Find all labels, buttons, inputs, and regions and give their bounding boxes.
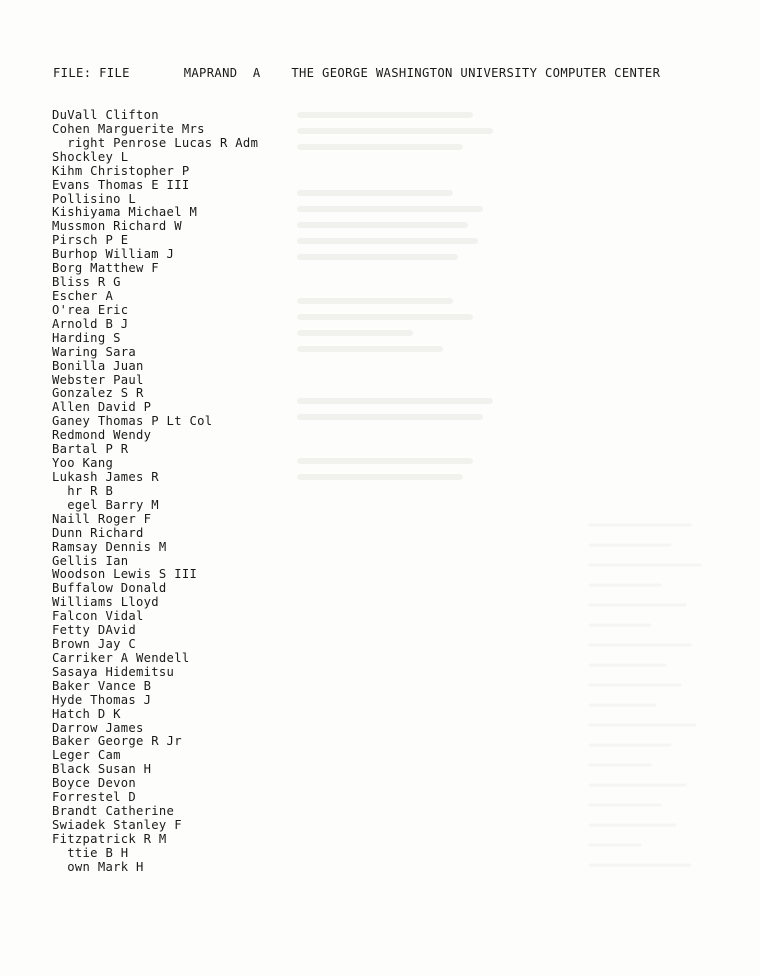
list-item: Baker George R Jr <box>52 734 182 749</box>
list-item: Pollisino L <box>52 191 137 206</box>
list-item: Leger Cam <box>52 748 121 763</box>
organization-name: THE GEORGE WASHINGTON UNIVERSITY COMPUTER CENTER <box>291 66 661 80</box>
list-item: Borg Matthew F <box>52 261 159 276</box>
list-item: Mussmon Richard W <box>52 219 182 234</box>
list-item: Baker Vance B <box>52 678 152 693</box>
list-item: egel Barry M <box>52 497 159 512</box>
list-item: Black Susan H <box>52 762 152 777</box>
list-item: Arnold B J <box>52 316 129 331</box>
list-item: Hyde Thomas J <box>52 692 152 707</box>
file-mode: A <box>252 66 261 80</box>
list-item: Webster Paul <box>52 372 144 387</box>
list-item: Escher A <box>52 288 114 303</box>
list-item: Burhop William J <box>52 247 175 262</box>
list-item: Kishiyama Michael M <box>52 205 198 220</box>
list-item: Dunn Richard <box>52 525 144 540</box>
list-item: Carriker A Wendell <box>52 650 190 665</box>
list-item: Williams Lloyd <box>52 595 159 610</box>
list-item: Bliss R G <box>52 275 121 290</box>
page-header <box>53 66 660 80</box>
list-item: Brown Jay C <box>52 637 137 652</box>
file-id: MAPRAND <box>183 66 238 80</box>
show-through-texture <box>290 105 730 905</box>
list-item: Falcon Vidal <box>52 609 144 624</box>
file-label: FILE: FILE <box>53 66 130 80</box>
list-item: Ganey Thomas P Lt Col <box>52 414 213 429</box>
list-item: own Mark H <box>52 859 144 874</box>
list-item: Sasaya Hidemitsu <box>52 664 175 679</box>
list-item: Gonzalez S R <box>52 386 144 401</box>
list-item: Swiadek Stanley F <box>52 818 182 833</box>
list-item: Ramsay Dennis M <box>52 539 167 554</box>
list-item: Shockley L <box>52 149 129 164</box>
list-item: Fitzpatrick R M <box>52 831 167 846</box>
list-item: Bartal P R <box>52 442 129 457</box>
list-item: Bonilla Juan <box>52 358 144 373</box>
list-item: Hatch D K <box>52 706 121 721</box>
list-item: right Penrose Lucas R Adm <box>52 135 259 150</box>
list-item: Evans Thomas E III <box>52 177 190 192</box>
list-item: Forrestel D <box>52 790 137 805</box>
list-item: Redmond Wendy <box>52 428 152 443</box>
list-item: Woodson Lewis S III <box>52 567 198 582</box>
list-item: Kihm Christopher P <box>52 163 190 178</box>
list-item: Gellis Ian <box>52 553 129 568</box>
list-item: Boyce Devon <box>52 776 137 791</box>
list-item: Lukash James R <box>52 469 159 484</box>
list-item: Buffalow Donald <box>52 581 167 596</box>
list-item: Pirsch P E <box>52 233 129 248</box>
name-list <box>52 109 258 875</box>
list-item: Brandt Catherine <box>52 804 175 819</box>
list-item: DuVall Clifton <box>52 108 159 122</box>
list-item: Waring Sara <box>52 344 137 359</box>
list-item: hr R B <box>52 483 114 498</box>
list-item: O'rea Eric <box>52 302 129 317</box>
list-item: Yoo Kang <box>52 456 114 471</box>
list-item: Fetty DAvid <box>52 623 137 638</box>
list-item: Allen David P <box>52 400 152 415</box>
list-item: Harding S <box>52 330 121 345</box>
list-item: Cohen Marguerite Mrs <box>52 121 205 136</box>
list-item: Naill Roger F <box>52 511 152 526</box>
list-item: Darrow James <box>52 720 144 735</box>
list-item: ttie B H <box>52 845 129 860</box>
